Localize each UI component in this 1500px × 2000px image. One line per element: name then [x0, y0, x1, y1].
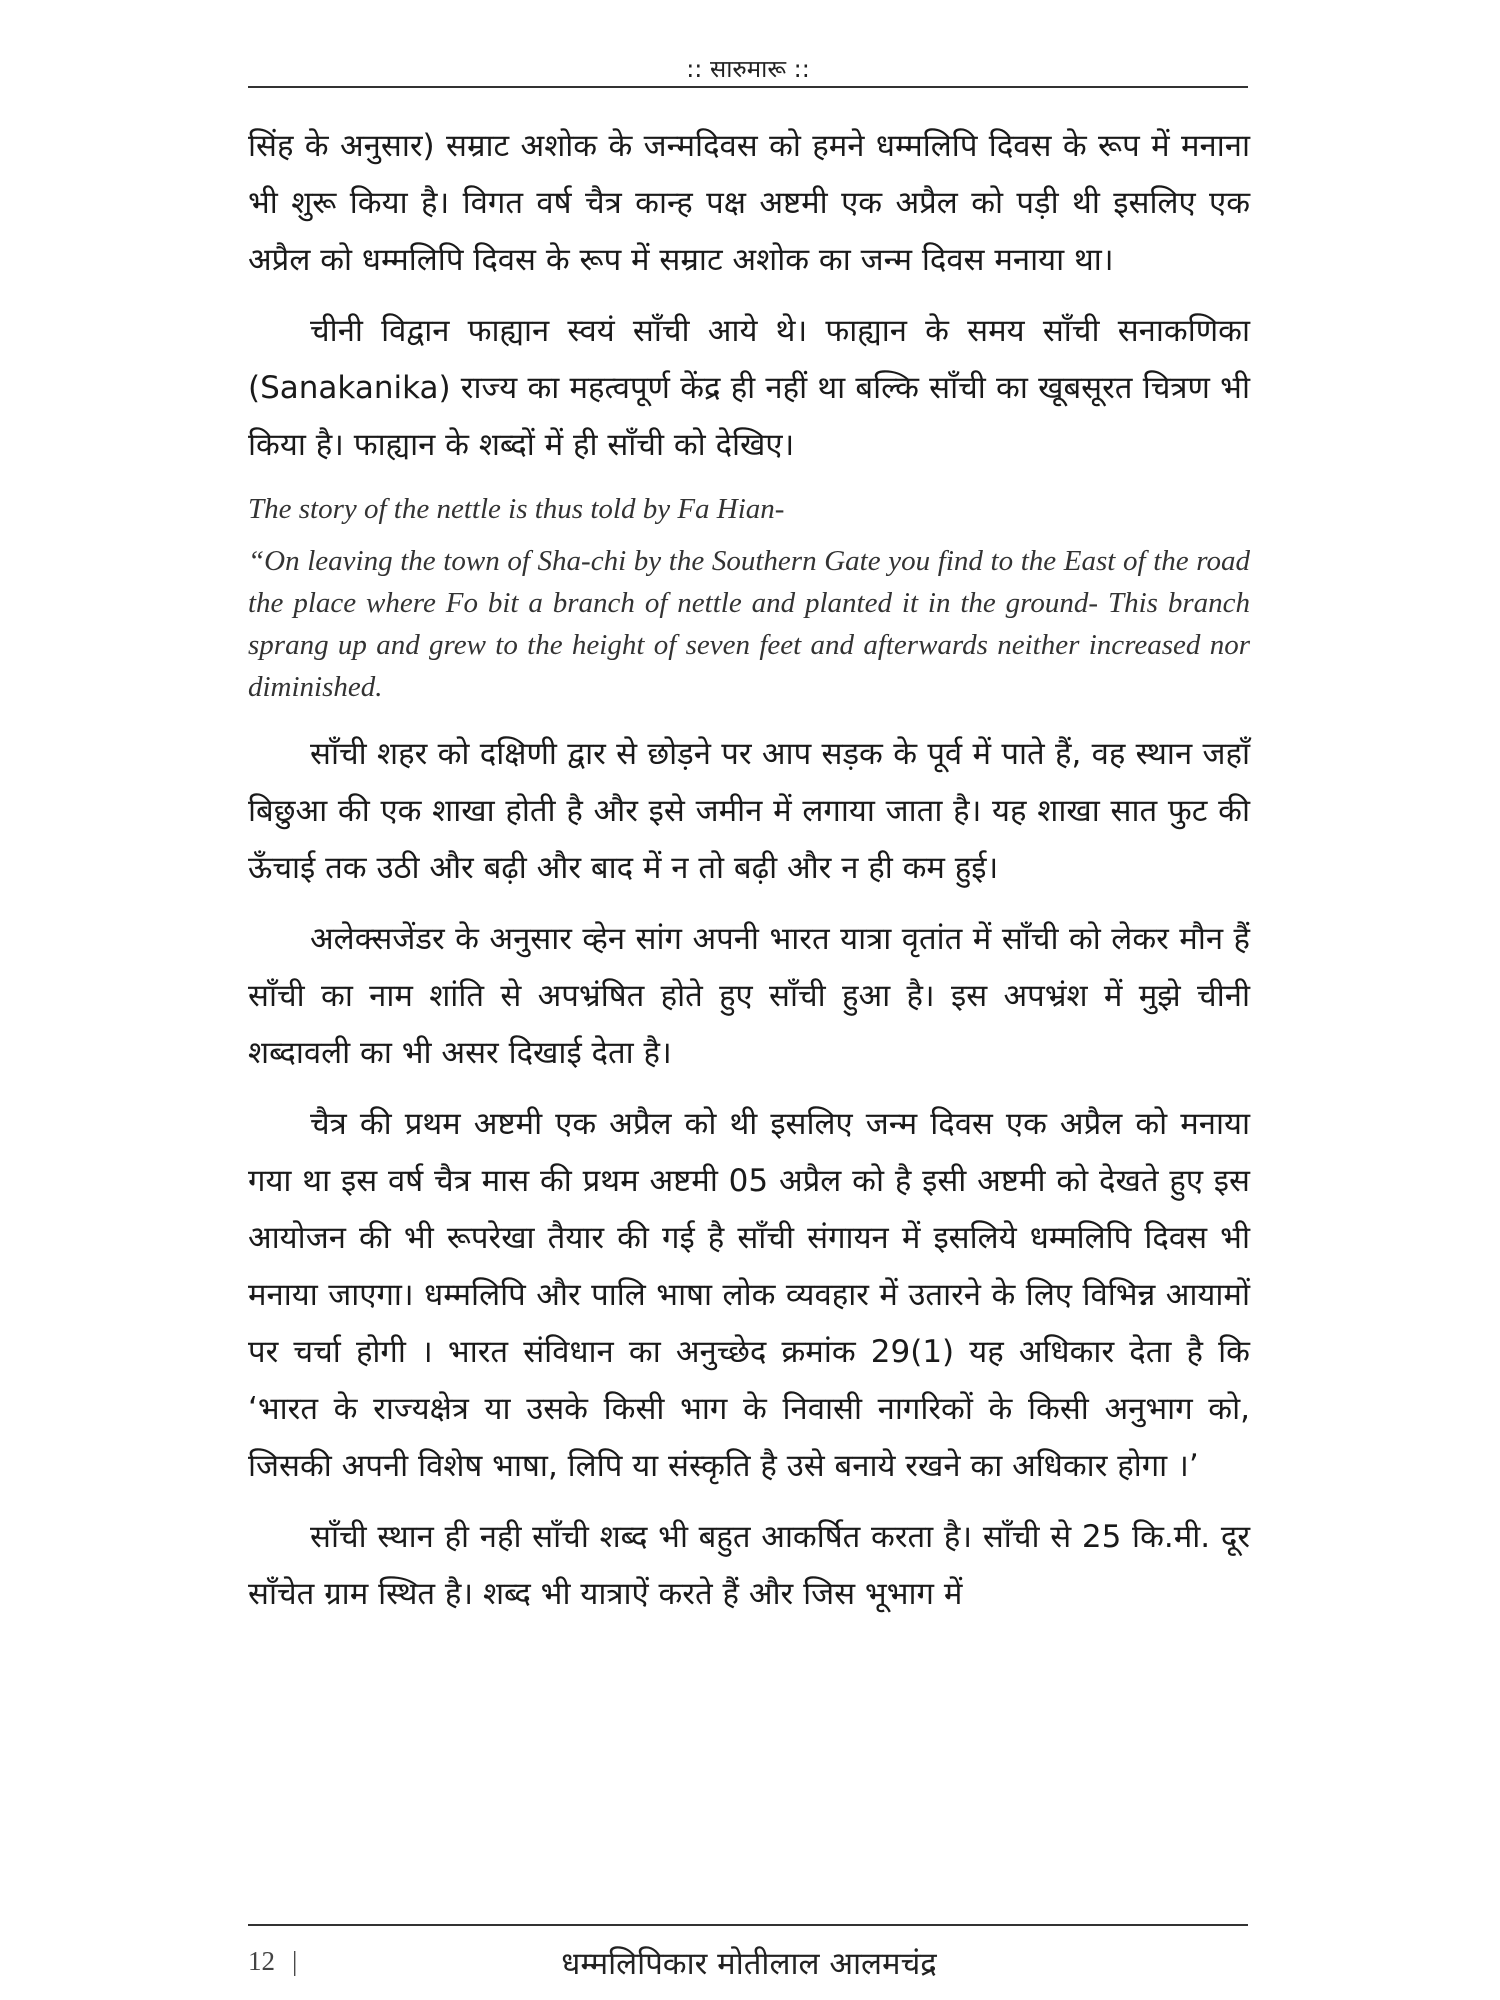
header-rule: [248, 86, 1248, 88]
paragraph-fa-hian-visit: चीनी विद्वान फाह्यान स्वयं साँची आये थे। फाह्यान के समय साँची सनाकणिका (Sanakanika) राज्य का महत्वपूर्ण केंद्र ही नहीं था बल्कि साँची का खूबसूरत चित्रण भी किया है। फाह्यान के शब्दों में ही साँची को देखिए।: [248, 313, 1250, 463]
page-number: 12: [248, 1946, 275, 1976]
page-number-separator: |: [292, 1946, 298, 1976]
paragraph-alexander: अलेक्सजेंडर के अनुसार व्हेन सांग अपनी भारत यात्रा वृतांत में साँची को लेकर मौन हैं साँची का नाम शांति से अपभ्रंषित होते हुए साँची हुआ है। इस अपभ्रंश में मुझे चीनी शब्दावली का भी असर दिखाई देता है।: [248, 921, 1250, 1071]
english-quote-intro: The story of the nettle is thus told by Fa Hian-: [248, 493, 785, 525]
footer-rule: [248, 1924, 1248, 1926]
running-header: :: सारुमारू ::: [686, 55, 810, 83]
paragraph-chaitra-ashtami: चैत्र की प्रथम अष्टमी एक अप्रैल को थी इसलिए जन्म दिवस एक अप्रैल को मनाया गया था इस वर्ष चैत्र मास की प्रथम अष्टमी 05 अप्रैल को है इसी अष्टमी को देखते हुए इस आयोजन की भी रूपरेखा तैयार की गई है साँची संगायन में इसलिये धम्मलिपि दिवस भी मनाया जाएगा। धम्मलिपि और पालि भाषा लोक व्यवहार में उतारने के लिए विभिन्न आयामों पर चर्चा होगी । भारत संविधान का अनुच्छेद क्रमांक 29(1) यह अधिकार देता है कि ‘भारत के राज्यक्षेत्र या उसके किसी भाग के निवासी नागरिकों के किसी अनुभाग को, जिसकी अपनी विशेष भाषा, लिपि या संस्कृति है उसे बनाये रखने का अधिकार होगा ।’: [248, 1106, 1250, 1484]
paragraph-sanchi-word: साँची स्थान ही नही साँची शब्द भी बहुत आकर्षित करता है। साँची से 25 कि.मी. दूर साँचेत ग्राम स्थित है। शब्द भी यात्राऐं करते हैं और जिस भूभाग में: [248, 1519, 1250, 1612]
book-title: धम्मलिपिकार मोतीलाल आलमचंद्र: [561, 1946, 937, 1982]
page-body: [248, 118, 1250, 1637]
english-quote: “On leaving the town of Sha-chi by the Southern Gate you find to the East of the road the place where Fo bit a branch of nettle and planted it in the ground- This branch sprang up and grew to the height of seven feet and afterwards neither increased nor diminished.: [248, 545, 1250, 703]
paragraph-quote-translation: साँची शहर को दक्षिणी द्वार से छोड़ने पर आप सड़क के पूर्व में पाते हैं, वह स्थान जहाँ बिछुआ की एक शाखा होती है और इसे जमीन में लगाया जाता है। यह शाखा सात फुट की ऊँचाई तक उठी और बढ़ी और बाद में न तो बढ़ी और न ही कम हुई।: [248, 736, 1250, 886]
paragraph-continuation: सिंह के अनुसार) सम्राट अशोक के जन्मदिवस को हमने धम्मलिपि दिवस के रूप में मनाना भी शुरू किया है। विगत वर्ष चैत्र कान्ह पक्ष अष्टमी एक अप्रैल को पड़ी थी इसलिए एक अप्रैल को धम्मलिपि दिवस के रूप में सम्राट अशोक का जन्म दिवस मनाया था।: [248, 128, 1250, 278]
page-footer: [248, 1940, 1250, 1984]
